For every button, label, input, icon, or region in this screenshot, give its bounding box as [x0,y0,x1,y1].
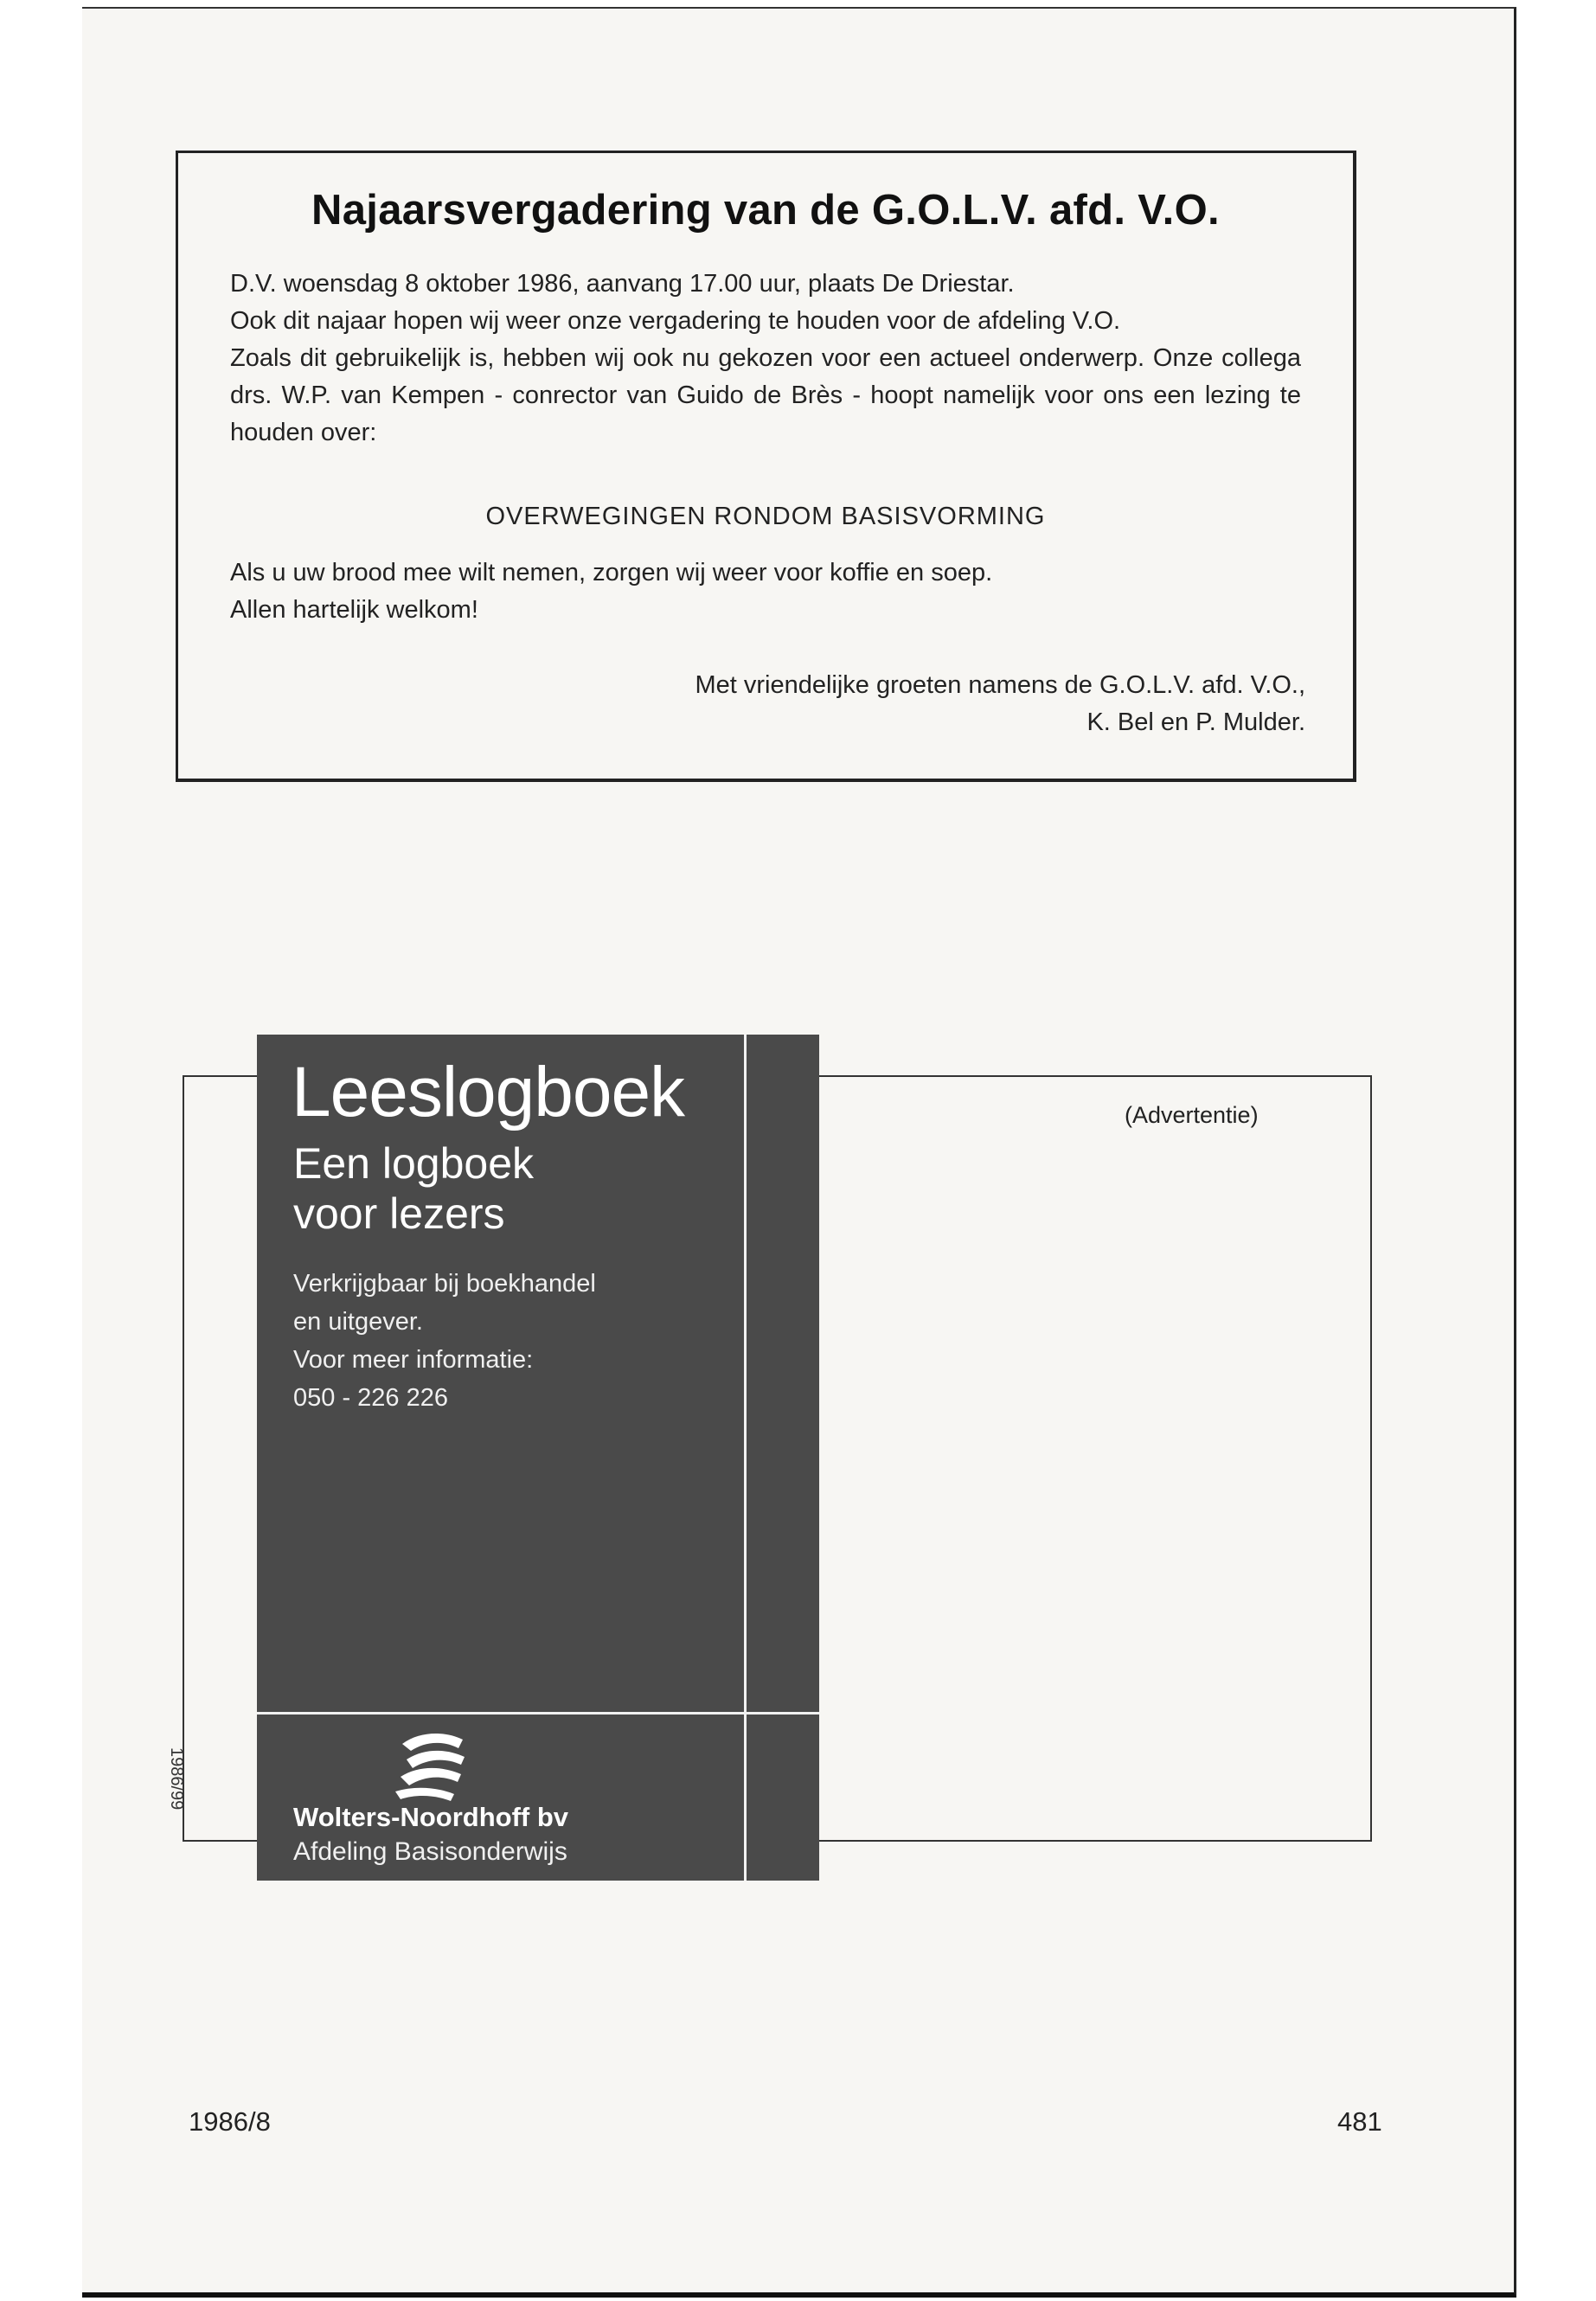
lecture-title: OVERWEGINGEN RONDOM BASISVORMING [485,503,1046,530]
info-line-1: Verkrijgbaar bij boekhandel [293,1270,596,1298]
info-line-2: en uitgever. [293,1308,423,1336]
info-phone: 050 - 226 226 [293,1384,448,1412]
wolters-noordhoff-logo-icon [385,1727,480,1804]
notice-signature [695,667,1305,741]
advertisement-card [257,1035,819,1881]
notice-paragraph-3: Als u uw brood mee wilt nemen, zorgen wij weer voor koffie en soep. [230,559,993,586]
signature-line-1: Met vriendelijke groeten namens de G.O.L.V. afd. V.O., [695,671,1305,699]
advertisement-code: 1986/99 [167,1747,186,1811]
notice-title: Najaarsvergadering van de G.O.L.V. afd. V.O. [311,187,1220,234]
advertisement-title: Leeslogboek [292,1053,685,1131]
subtitle-line-1: Een logboek [293,1139,535,1188]
subtitle-line-2: voor lezers [293,1189,505,1238]
publisher-name: Wolters-Noordhoff bv [293,1802,569,1832]
notice-date-line: D.V. woensdag 8 oktober 1986, aanvang 17.00 uur, plaats De Driestar. [230,270,1015,298]
notice-paragraph-4: Allen hartelijk welkom! [230,596,478,624]
card-divider-horizontal [257,1712,819,1715]
card-divider-vertical [744,1035,747,1881]
advertisement-label: (Advertentie) [1125,1102,1259,1128]
advertisement-subtitle [293,1138,534,1239]
signature-line-2: K. Bel en P. Mulder. [1086,708,1305,736]
page-number: 481 [1337,2106,1382,2137]
advertisement-info [293,1265,596,1417]
issue-number: 1986/8 [189,2106,271,2137]
info-line-3: Voor meer informatie: [293,1346,534,1374]
notice-paragraph-2: Zoals dit gebruikelijk is, hebben wij ook nu gekozen voor een actueel onderwerp. Onze collega drs. W.P. van Kempen - conrector van Guido de Brès - hoopt namelijk voor ons een lezing te houden over: [230,344,1301,446]
meeting-notice-box [176,151,1356,782]
notice-paragraph-1: Ook dit najaar hopen wij weer onze vergadering te houden voor de afdeling V.O. [230,307,1121,335]
notice-closing [230,554,1301,629]
notice-body [230,266,1301,452]
publisher-department: Afdeling Basisonderwijs [293,1837,567,1866]
